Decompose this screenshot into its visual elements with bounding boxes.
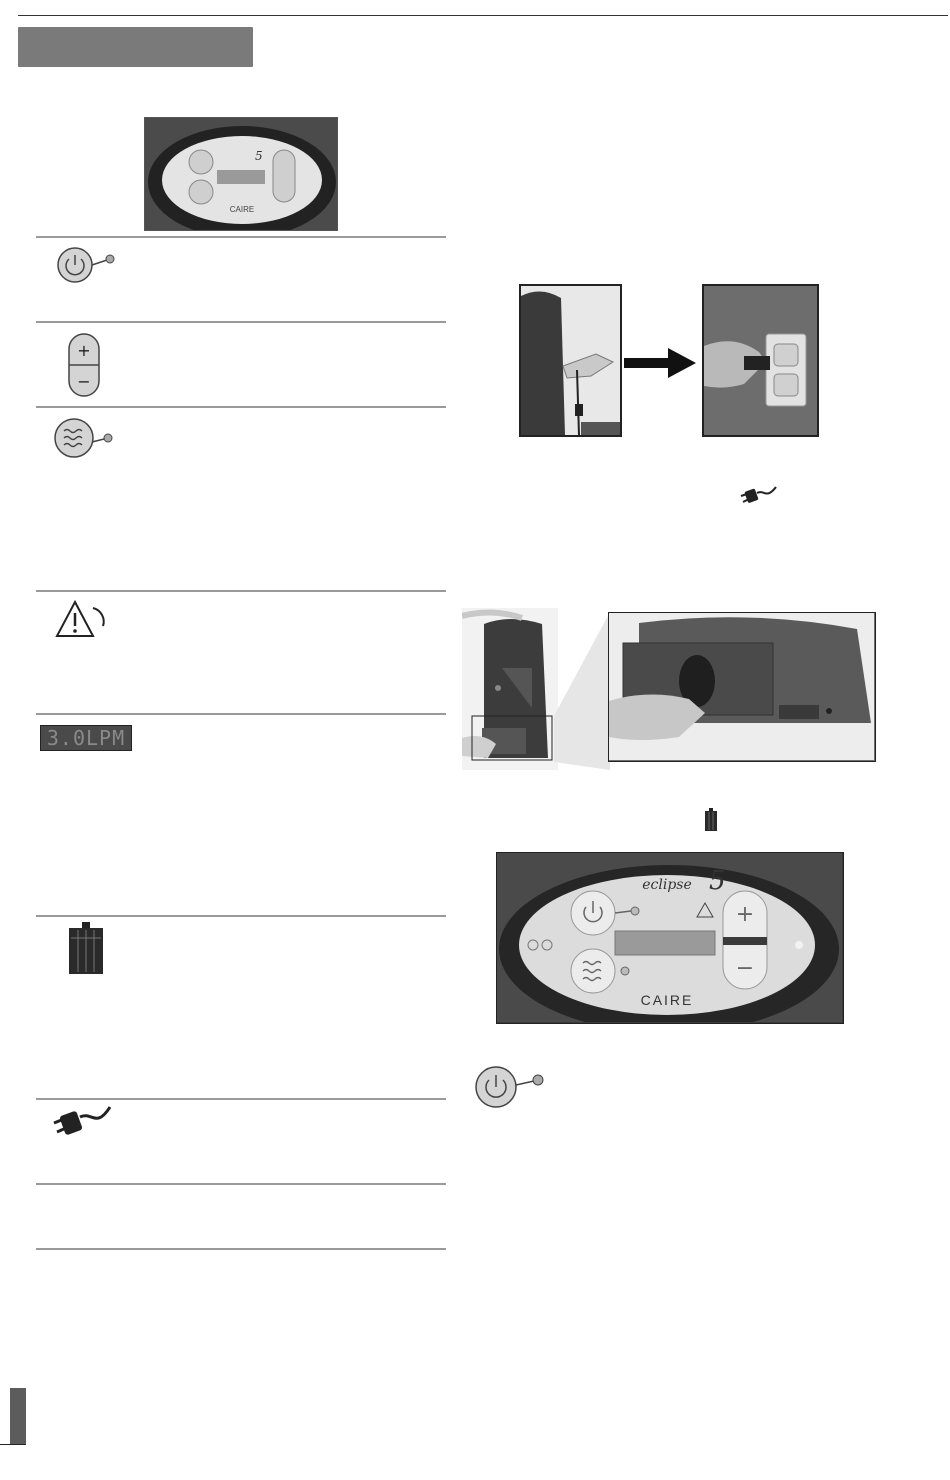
minus-symbol: − [77,372,91,391]
divider [36,713,446,715]
ac-power-plug-icon [52,1103,118,1139]
ac-power-plug-icon [740,484,778,506]
divider [36,1183,446,1185]
wall-outlet-photo [702,284,819,437]
control-panel-photo-small [144,117,338,231]
control-panel-photo-large [496,852,844,1024]
model-number-label: 5 [709,866,726,896]
divider [36,1248,446,1250]
unit-back-photo [462,608,558,770]
arrow-right-icon [624,346,698,380]
minus-symbol: − [735,956,755,981]
model-script-label: eclipse [642,877,692,893]
power-button-icon [474,1064,550,1110]
divider [36,1098,446,1100]
lcd-display-icon [40,725,132,751]
power-button-icon [55,245,119,285]
svg-text:5: 5 [255,149,263,163]
lcd-readout: 3.0LPM [46,726,126,750]
divider [36,915,446,917]
divider [36,406,446,408]
plus-symbol: + [77,341,91,360]
divider [36,321,446,323]
crop-line [0,1444,26,1445]
pulse-continuous-mode-icon [52,416,120,462]
power-cord-connection-photo [519,284,622,437]
divider [36,236,446,238]
divider [36,590,446,592]
page-side-tab [10,1388,26,1444]
battery-icon [704,808,718,832]
brand-label: CAIRE [640,992,694,1008]
flow-adjust-plus-minus-icon [67,332,101,398]
section-header-bar [18,27,253,67]
zoom-projection [554,612,610,770]
alarm-warning-icon [55,598,111,642]
brand-label-small: CAIRE [229,205,255,214]
battery-insertion-photo [608,612,876,762]
battery-icon [66,922,106,976]
plus-symbol: + [735,902,755,927]
crop-line [18,15,948,16]
